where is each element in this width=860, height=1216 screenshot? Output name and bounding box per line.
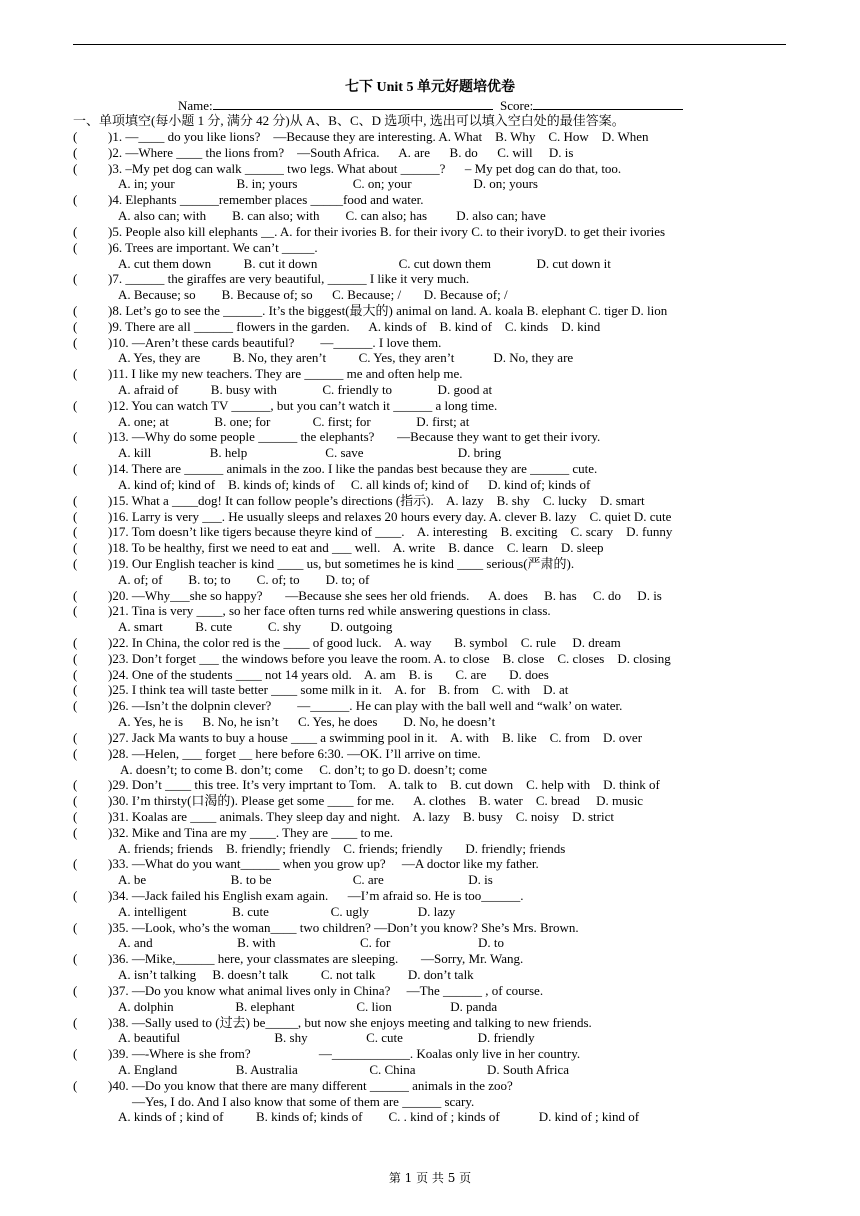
question-line xyxy=(73,461,788,477)
options-line xyxy=(73,1109,788,1125)
question-line xyxy=(73,730,788,746)
options-line xyxy=(73,714,788,730)
answer-paren: ( xyxy=(73,334,78,350)
answer-paren: ( xyxy=(73,318,78,334)
question-line xyxy=(73,524,788,540)
question-line xyxy=(73,983,788,999)
options-line xyxy=(73,1094,788,1110)
options-text: A. England B. Australia C. China D. South Africa xyxy=(118,1061,570,1077)
answer-paren: ( xyxy=(73,239,78,255)
question-text: )33. —What do you want______ when you grow up? —A doctor like my father. xyxy=(108,856,539,872)
answer-paren: ( xyxy=(73,777,78,793)
question-text: )30. I’m thirsty(口渴的). Please get some ____ for me. A. clothes B. water C. bread D. music xyxy=(108,793,644,809)
name-blank xyxy=(213,97,493,110)
question-text: )7. ______ the giraffes are very beautiful, ______ I like it very much. xyxy=(108,271,470,287)
answer-paren: ( xyxy=(73,808,78,824)
question-text: )39. —-Where is she from? —____________. Koalas only live in her country. xyxy=(108,1046,581,1062)
question-line xyxy=(73,303,788,319)
answer-paren: ( xyxy=(73,650,78,666)
section-heading: 一、单项填空(每小题 1 分, 满分 42 分)从 A、B、C、D 选项中, 选出可以填入空白处的最佳答案。 xyxy=(73,113,625,128)
question-text: )23. Don’t forget ___ the windows before you leave the room. A. to close B. close C. closes D. closing xyxy=(108,650,671,666)
question-text: )34. —Jack failed his English exam again. —I’m afraid so. He is too______. xyxy=(108,888,524,903)
answer-paren: ( xyxy=(73,1077,78,1093)
options-line xyxy=(73,208,788,224)
answer-paren: ( xyxy=(73,492,78,508)
question-text: )3. –My pet dog can walk ______ two legs. What about ______? – My pet dog can do that, too. xyxy=(108,160,622,176)
answer-paren: ( xyxy=(73,524,78,540)
question-text: )18. To be healthy, first we need to eat and ___ well. A. write B. dance C. learn D. sleep xyxy=(108,540,604,556)
question-text: )12. You can watch TV ______, but you can’t watch it ______ a long time. xyxy=(108,397,498,413)
options-text: A. be B. to be C. are D. is xyxy=(118,872,493,888)
question-text: )5. People also kill elephants __. A. for their ivories B. for their ivory C. to their ivoryD. to get their ivories xyxy=(108,223,666,239)
question-text: )14. There are ______ animals in the zoo. I like the pandas best because they are ______ cute. xyxy=(108,461,598,477)
score-blank xyxy=(533,97,683,110)
question-line xyxy=(73,588,788,604)
question-line xyxy=(73,920,788,936)
question-line xyxy=(73,1078,788,1094)
answer-paren: ( xyxy=(73,555,78,571)
answer-paren: ( xyxy=(73,745,78,761)
answer-paren: ( xyxy=(73,144,78,160)
question-text: )16. Larry is very ___. He usually sleeps and relaxes 20 hours every day. A. clever B. lazy C. quiet D. cute xyxy=(108,508,672,524)
question-text: )27. Jack Ma wants to buy a house ____ a swimming pool in it. A. with B. like C. from D. over xyxy=(108,729,643,745)
options-line xyxy=(73,619,788,635)
options-line xyxy=(73,967,788,983)
answer-paren: ( xyxy=(73,223,78,239)
question-text: )26. —Isn’t the dolpnin clever? —______. He can play with the ball well and “walk’ on water. xyxy=(108,698,623,714)
question-line xyxy=(73,161,788,177)
options-text: A. kinds of ; kind of B. kinds of; kinds of C. . kind of ; kinds of D. kind of ; kind of xyxy=(118,1109,640,1125)
question-line xyxy=(73,493,788,509)
question-text: )6. Trees are important. We can’t _____. xyxy=(108,239,318,255)
question-line xyxy=(73,540,788,556)
answer-paren: ( xyxy=(73,429,78,445)
options-line xyxy=(73,762,788,778)
answer-paren: ( xyxy=(73,508,78,524)
question-text: )22. In China, the color red is the ____ of good luck. A. way B. symbol C. rule D. dream xyxy=(108,635,621,650)
options-line xyxy=(73,256,788,272)
options-text: A. kill B. help C. save D. bring xyxy=(118,445,502,461)
question-text: )28. —Helen, ___ forget __ here before 6:30. —OK. I’ll arrive on time. xyxy=(108,745,481,761)
name-label: Name: xyxy=(178,98,213,113)
options-text: A. afraid of B. busy with C. friendly to D. good at xyxy=(118,382,493,397)
question-text: )1. —____ do you like lions? —Because they are interesting. A. What B. Why C. How D. When xyxy=(108,129,649,144)
answer-paren: ( xyxy=(73,729,78,745)
answer-paren: ( xyxy=(73,1046,78,1062)
answer-paren: ( xyxy=(73,192,78,208)
options-text: A. dolphin B. elephant C. lion D. panda xyxy=(118,998,498,1014)
question-line xyxy=(73,335,788,351)
options-text: A. intelligent B. cute C. ugly D. lazy xyxy=(118,903,456,919)
question-line xyxy=(73,809,788,825)
options-line xyxy=(73,904,788,920)
page-title: 七下 Unit 5 单元好题培优卷 xyxy=(345,80,515,95)
question-line xyxy=(73,793,788,809)
question-line xyxy=(73,398,788,414)
answer-paren: ( xyxy=(73,397,78,413)
question-line xyxy=(73,825,788,841)
question-text: )15. What a ____dog! It can follow people’s directions (指示). A. lazy B. shy C. lucky D. smart xyxy=(108,492,645,508)
options-text: A. of; of B. to; to C. of; to D. to; of xyxy=(118,571,370,587)
question-line xyxy=(73,682,788,698)
question-list xyxy=(73,129,788,1125)
question-text: )17. Tom doesn’t like tigers because theyre kind of ____. A. interesting B. exciting C. scary D. funny xyxy=(108,524,673,540)
question-line xyxy=(73,651,788,667)
question-text: )37. —Do you know what animal lives only in China? —The ______ , of course. xyxy=(108,982,544,998)
answer-paren: ( xyxy=(73,603,78,619)
question-line xyxy=(73,271,788,287)
answer-paren: ( xyxy=(73,366,78,382)
answer-paren: ( xyxy=(73,793,78,809)
options-line xyxy=(73,382,788,398)
question-text: )8. Let’s go to see the ______. It’s the biggest(最大的) animal on land. A. koala B. elephant C. tiger D. lion xyxy=(108,302,668,318)
answer-paren: ( xyxy=(73,160,78,176)
question-line xyxy=(73,888,788,904)
question-text: )36. —Mike,______ here, your classmates are sleeping. —Sorry, Mr. Wang. xyxy=(108,951,524,967)
options-text: A. Yes, he is B. No, he isn’t C. Yes, he does D. No, he doesn’t xyxy=(118,714,496,730)
question-line xyxy=(73,698,788,714)
options-line xyxy=(73,350,788,366)
header-rule xyxy=(73,44,786,45)
question-text: )35. —Look, who’s the woman____ two children? —Don’t you know? She’s Mrs. Brown. xyxy=(108,919,579,935)
options-text: A. kind of; kind of B. kinds of; kinds of C. all kinds of; kind of D. kind of; kinds of xyxy=(118,476,591,492)
options-text: A. isn’t talking B. doesn’t talk C. not talk D. don’t talk xyxy=(118,967,474,983)
options-line xyxy=(73,445,788,461)
question-text: )4. Elephants ______remember places _____food and water. xyxy=(108,192,424,208)
answer-paren: ( xyxy=(73,951,78,967)
options-text: A. and B. with C. for D. to xyxy=(118,935,505,951)
name-field xyxy=(178,97,493,114)
question-line xyxy=(73,1046,788,1062)
options-text: A. doesn’t; to come B. don’t; come C. don’t; to go D. doesn’t; come xyxy=(120,761,487,777)
question-line xyxy=(73,603,788,619)
answer-paren: ( xyxy=(73,682,78,698)
answer-paren: ( xyxy=(73,666,78,682)
options-text: A. beautiful B. shy C. cute D. friendly xyxy=(118,1030,535,1046)
question-text: )32. Mike and Tina are my ____. They are ____ to me. xyxy=(108,824,393,840)
options-text: A. in; your B. in; yours C. on; your D. on; yours xyxy=(118,176,538,192)
options-text: A. Yes, they are B. No, they aren’t C. Yes, they aren’t D. No, they are xyxy=(118,350,574,366)
question-text: )40. —Do you know that there are many different ______ animals in the zoo? xyxy=(108,1077,513,1093)
question-line xyxy=(73,856,788,872)
answer-paren: ( xyxy=(73,302,78,318)
answer-paren: ( xyxy=(73,129,78,144)
question-text: )2. —Where ____ the lions from? —South Africa. A. are B. do C. will D. is xyxy=(108,144,574,160)
options-line xyxy=(73,176,788,192)
question-text: )38. —Sally used to (过去) be_____, but now she enjoys meeting and talking to new friends. xyxy=(108,1014,592,1030)
question-line xyxy=(73,635,788,651)
question-text: )20. —Why___she so happy? —Because she sees her old friends. A. does B. has C. do D. is xyxy=(108,587,662,603)
score-field xyxy=(500,97,683,114)
question-line xyxy=(73,192,788,208)
options-text: A. also can; with B. can also; with C. can also; has D. also can; have xyxy=(118,208,546,224)
question-line xyxy=(73,509,788,525)
answer-paren: ( xyxy=(73,888,78,903)
page-footer: 第 1 页 共 5 页 xyxy=(388,1171,472,1185)
options-line xyxy=(73,477,788,493)
options-text: A. one; at B. one; for C. first; for D. first; at xyxy=(118,413,470,429)
question-text: )29. Don’t ____ this tree. It’s very imprtant to Tom. A. talk to B. cut down C. help with D. think of xyxy=(108,777,660,793)
answer-paren: ( xyxy=(73,271,78,287)
question-text: )24. One of the students ____ not 14 years old. A. am B. is C. are D. does xyxy=(108,666,549,682)
options-text: A. friends; friends B. friendly; friendly C. friends; friendly D. friendly; friends xyxy=(118,840,566,856)
question-line xyxy=(73,129,788,145)
question-line xyxy=(73,224,788,240)
options-line xyxy=(73,1062,788,1078)
answer-paren: ( xyxy=(73,461,78,477)
answer-paren: ( xyxy=(73,698,78,714)
question-text: )10. —Aren’t these cards beautiful? —______. I love them. xyxy=(108,334,442,350)
question-line xyxy=(73,777,788,793)
question-line xyxy=(73,556,788,572)
answer-paren: ( xyxy=(73,540,78,556)
options-line xyxy=(73,872,788,888)
question-text: )9. There are all ______ flowers in the garden. A. kinds of B. kind of C. kinds D. kind xyxy=(108,318,601,334)
options-line xyxy=(73,1030,788,1046)
answer-paren: ( xyxy=(73,856,78,872)
question-text: )13. —Why do some people ______ the elephants? —Because they want to get their ivory. xyxy=(108,429,601,445)
answer-paren: ( xyxy=(73,587,78,603)
answer-paren: ( xyxy=(73,982,78,998)
score-label: Score: xyxy=(500,98,534,113)
options-text: —Yes, I do. And I also know that some of them are ______ scary. xyxy=(132,1093,475,1109)
answer-paren: ( xyxy=(73,824,78,840)
options-line xyxy=(73,414,788,430)
question-text: )31. Koalas are ____ animals. They sleep day and night. A. lazy B. busy C. noisy D. strict xyxy=(108,808,614,824)
options-text: A. Because; so B. Because of; so C. Because; / D. Because of; / xyxy=(118,287,508,303)
question-line xyxy=(73,429,788,445)
answer-paren: ( xyxy=(73,1014,78,1030)
answer-paren: ( xyxy=(73,635,78,650)
question-text: )25. I think tea will taste better ____ some milk in it. A. for B. from C. with D. at xyxy=(108,682,569,698)
options-line xyxy=(73,287,788,303)
question-line xyxy=(73,951,788,967)
options-text: A. cut them down B. cut it down C. cut down them D. cut down it xyxy=(118,255,611,271)
question-line xyxy=(73,366,788,382)
question-text: )21. Tina is very ____, so her face often turns red while answering questions in class. xyxy=(108,603,551,619)
question-line xyxy=(73,667,788,683)
question-text: )11. I like my new teachers. They are ______ me and often help me. xyxy=(108,366,463,382)
question-line xyxy=(73,319,788,335)
question-line xyxy=(73,1015,788,1031)
options-line xyxy=(73,841,788,857)
question-line xyxy=(73,145,788,161)
options-line xyxy=(73,572,788,588)
question-line xyxy=(73,746,788,762)
options-text: A. smart B. cute C. shy D. outgoing xyxy=(118,619,393,635)
answer-paren: ( xyxy=(73,919,78,935)
question-line xyxy=(73,240,788,256)
options-line xyxy=(73,999,788,1015)
options-line xyxy=(73,935,788,951)
question-text: )19. Our English teacher is kind ____ us, but sometimes he is kind ____ serious(严肃的). xyxy=(108,555,575,571)
